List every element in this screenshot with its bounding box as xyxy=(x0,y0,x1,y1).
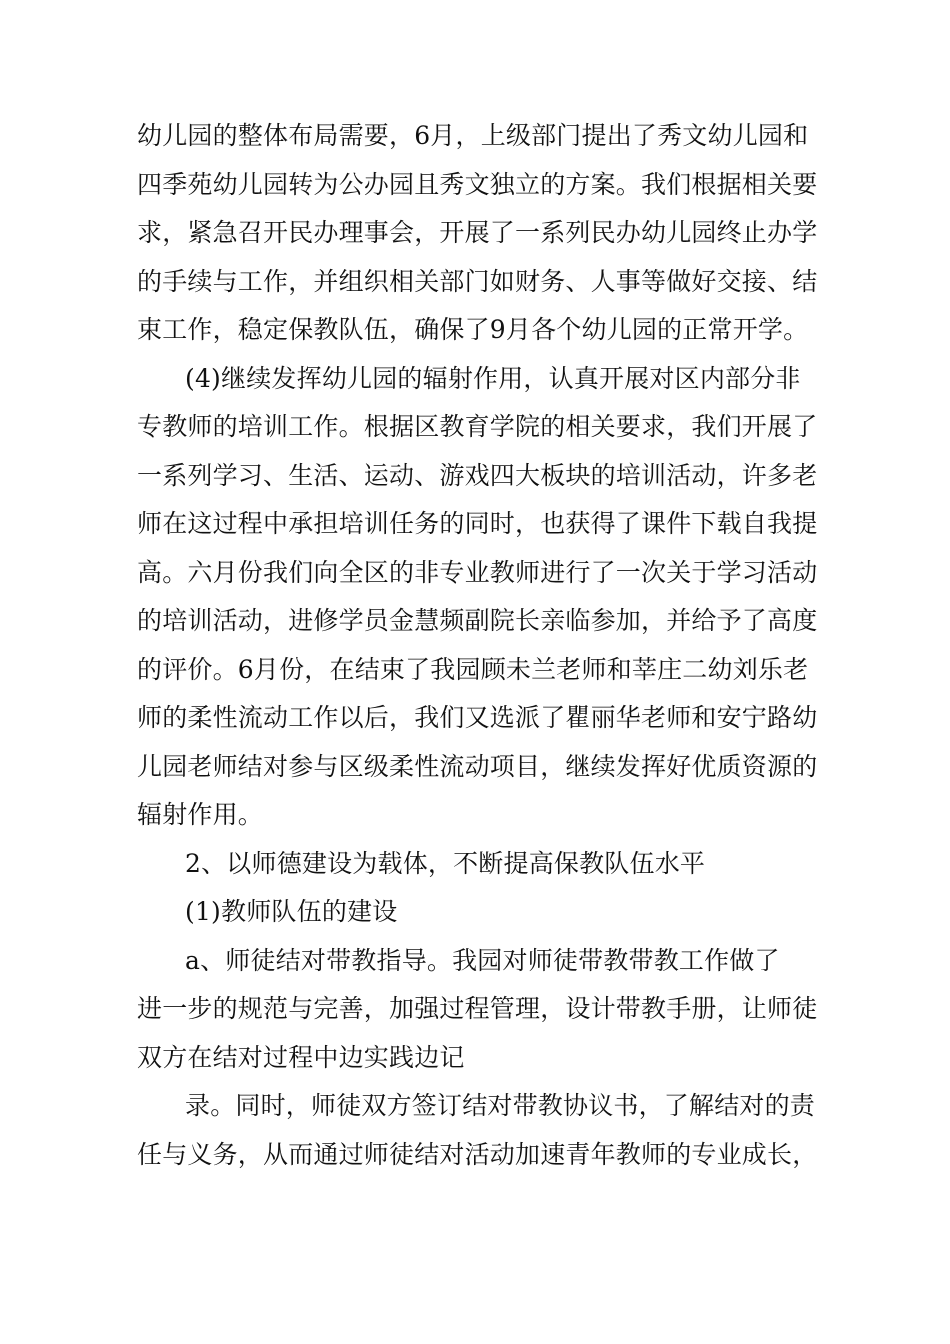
text-line: 录。同时，师徒双方签订结对带教协议书，了解结对的责 xyxy=(185,1091,816,1120)
text-line: 的手续与工作，并组织相关部门如财务、人事等做好交接、结 xyxy=(137,266,818,296)
text-line: 高。六月份我们向全区的非专业教师进行了一次关于学习活动 xyxy=(137,557,818,587)
text-line: 专教师的培训工作。根据区教育学院的相关要求，我们开展了 xyxy=(137,412,818,441)
text-line: 四季苑幼儿园转为公办园且秀文独立的方案。我们根据相关要 xyxy=(137,169,818,199)
text-line: 束工作，稳定保教队伍，确保了9月各个幼儿园的正常开学。 xyxy=(137,315,809,344)
text-line: 的评价。6月份，在结束了我园顾未兰老师和莘庄二幼刘乐老 xyxy=(137,654,809,684)
text-line: 求，紧急召开民办理事会，开展了一系列民办幼儿园终止办学 xyxy=(137,218,818,247)
text-line: 2、以师德建设为载体，不断提高保教队伍水平 xyxy=(185,848,706,878)
text-line: 师的柔性流动工作以后，我们又选派了瞿丽华老师和安宁路幼 xyxy=(137,703,818,732)
text-line: 的培训活动，进修学员金慧频副院长亲临参加，并给予了高度 xyxy=(137,606,818,635)
text-line: (4)继续发挥幼儿园的辐射作用，认真开展对区内部分非 xyxy=(185,363,801,393)
text-line: 辐射作用。 xyxy=(137,800,264,829)
text-line: 双方在结对过程中边实践边记 xyxy=(137,1042,465,1072)
document-body xyxy=(137,112,837,1179)
text-line: 一系列学习、生活、运动、游戏四大板块的培训活动，许多老 xyxy=(137,460,818,490)
text-line: 任与义务，从而通过师徒结对活动加速青年教师的专业成长， xyxy=(137,1139,818,1169)
text-line: 进一步的规范与完善，加强过程管理，设计带教手册，让师徒 xyxy=(137,994,818,1023)
text-line: (1)教师队伍的建设 xyxy=(185,897,398,926)
text-line: 儿园老师结对参与区级柔性流动项目，继续发挥好优质资源的 xyxy=(137,751,818,781)
text-line: 师在这过程中承担培训任务的同时，也获得了课件下载自我提 xyxy=(137,509,818,538)
text-line: 幼儿园的整体布局需要，6月，上级部门提出了秀文幼儿园和 xyxy=(137,121,809,150)
text-line: a、师徒结对带教指导。我园对师徒带教带教工作做了 xyxy=(185,945,780,975)
